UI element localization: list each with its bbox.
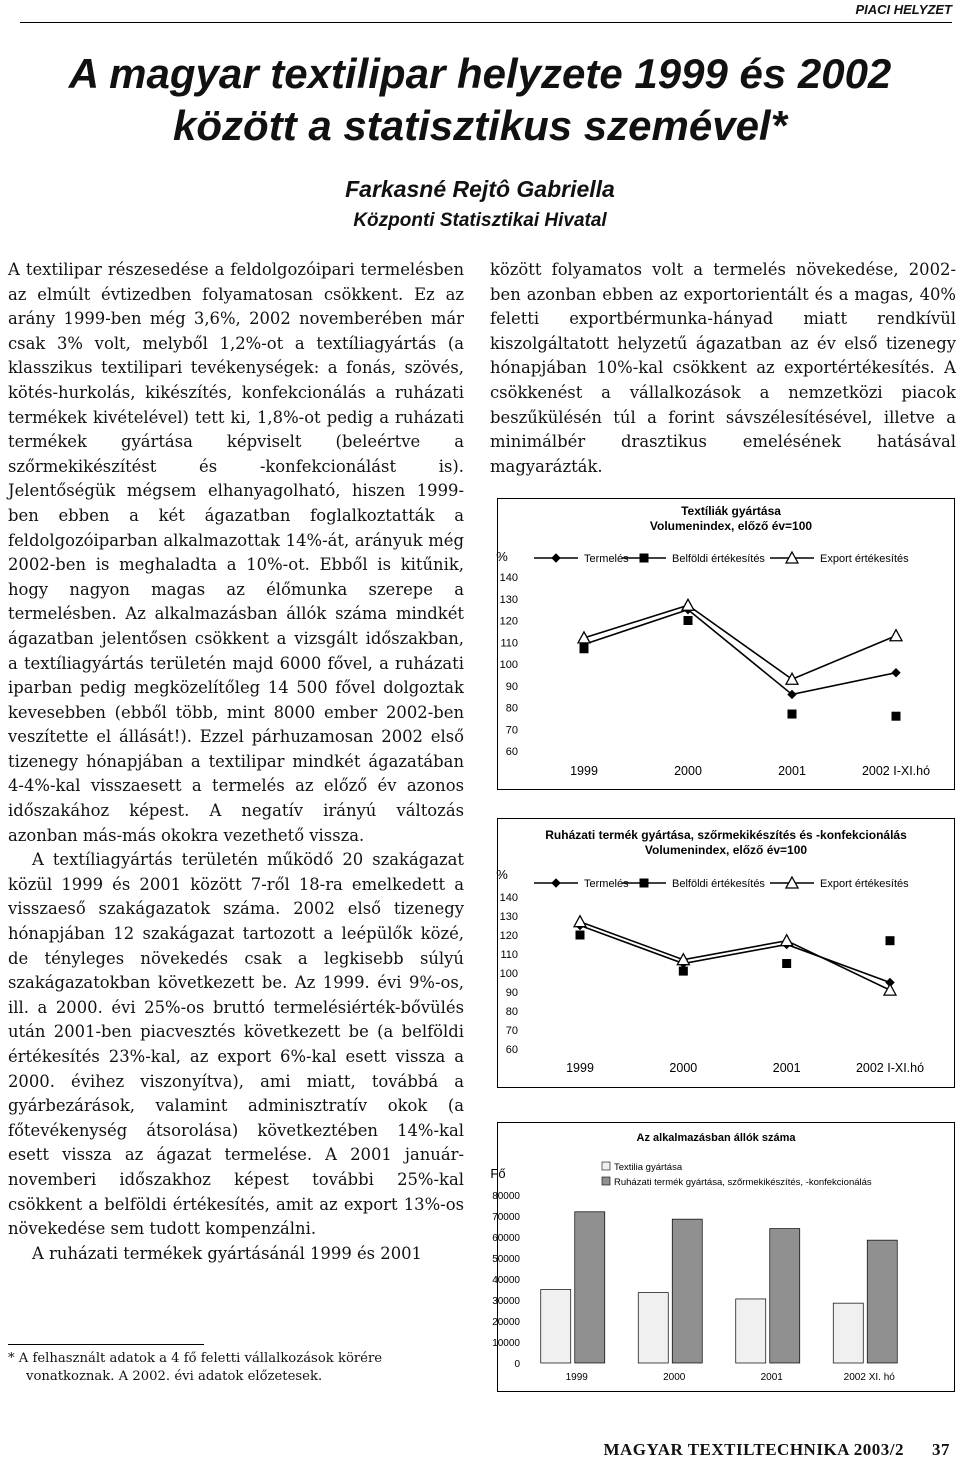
author: Farkasné Rejtô Gabriella: [345, 176, 615, 202]
legend-label: Belföldi értékesítés: [672, 553, 765, 565]
legend-label: Belföldi értékesítés: [672, 878, 765, 890]
y-tick-label: 0: [514, 1359, 520, 1370]
chart-title: Az alkalmazásban állók száma: [636, 1132, 796, 1144]
legend-label: Export értékesítés: [820, 553, 909, 565]
page-number: 37: [932, 1440, 950, 1459]
paragraph: A textilipar részesedése a feldolgozóipari termelésben az elmúlt évtizedben folyamatosan csökkent. Ez az arány 1999-ben még 3,6%, 2002 novemberében már csak 3% volt, melyből 1,2%-ot a textíliagyártás (a klasszikus textilipari tevékenységek: a fonás, szövés, kötés-hurkolás, kikészítés, konfekcionálás a ruházati termékek kivételével) tett ki, 1,8%-ot pedig a ruházati termékek gyártása képviselt (beleértve a szőrmekikészítést és -konfekcionálást is). Jelentőségük mégsem elhanyagolható, hiszen 1999-ben ebben a két ágazatban foglalkoztatták a feldolgozóiparban alkalmazottak 14%-át, arányuk még 2002-ben is meghaladta a 10%-ot. Ebből is kitűnik, hogy nagyon magas az élőmunka szerepe a termelésben. Az alkalmazásban állók száma mindkét ágazatban jelentősen csökkent a vizsgált időszakban, a textíliagyártás területén majd 6000 fővel, a ruházati iparban pedig megközelítőleg 14 500 fővel dolgoztak kevesebben (ebből több, mint 8000 ember 2002-ben veszítette el állását!). Ezzel párhuzamosan 2002 első tizenegy hónapjában a textilipar mindkét ágazatában 4-4%-kal visszaesett a termelés az előző év azonos időszakához képest. A negatív irányú változás azonban más-más okokra vezethető vissza.: [8, 260, 464, 845]
chart-subtitle: Volumenindex, előző év=100: [644, 843, 808, 857]
data-point: [783, 960, 791, 968]
y-tick-label: 70: [505, 1025, 518, 1037]
x-tick-label: 2002 I-XI.hó: [855, 1061, 925, 1075]
legend-label: Ruházati termék gyártása, szőrmekikészítés, -konfekcionálás: [614, 1177, 872, 1188]
data-point: [781, 935, 793, 946]
y-tick-label: 30000: [492, 1296, 520, 1307]
data-point: [884, 984, 896, 995]
footnote-text: * A felhasznált adatok a 4 fő feletti vállalkozások körére vonatkoznak. A 2002. évi adatok előzetesek.: [8, 1351, 383, 1384]
legend-marker: [552, 554, 560, 562]
legend-marker: [552, 879, 560, 887]
y-tick-label: 60: [505, 746, 518, 758]
title-line-1: A magyar textilipar helyzete 1999 és 2002: [68, 50, 892, 97]
y-tick-label: 50000: [492, 1254, 520, 1265]
chart-subtitle: Volumenindex, előző év=100: [649, 519, 813, 533]
section-header: PIACI HELYZET: [855, 2, 952, 17]
y-tick-label: 60000: [492, 1233, 520, 1244]
bar: [541, 1290, 571, 1364]
y-tick-label: 90: [505, 987, 518, 999]
x-tick-label: 2001: [760, 1372, 783, 1383]
y-tick-label: 70000: [492, 1212, 520, 1223]
x-tick-label: 2002 XI. hó: [843, 1372, 895, 1383]
data-point: [892, 669, 900, 677]
x-tick-label: 2001: [772, 1061, 801, 1075]
x-tick-label: 2002 I-XI.hó: [861, 764, 931, 778]
y-tick-label: 140: [499, 892, 518, 904]
chart-textile-svg: [498, 499, 954, 789]
bar: [770, 1229, 800, 1363]
x-tick-label: 2001: [778, 764, 806, 778]
data-point: [682, 599, 694, 610]
data-point: [576, 931, 584, 939]
legend-swatch: [602, 1177, 610, 1185]
y-tick-label: 120: [499, 615, 518, 628]
data-point: [786, 673, 798, 684]
bar: [638, 1293, 668, 1363]
data-point: [892, 712, 900, 720]
x-tick-label: 2000: [669, 1061, 698, 1075]
y-tick-label: 110: [500, 949, 518, 961]
paragraph: között folyamatos volt a termelés növekedése, 2002-ben azonban ebben az exportorientált és a magas, 40% feletti exportbérmunka-hányad miatt rendkívül kiszolgáltatott helyzetű ágazatban az év első tizenegy hónapjában 10%-kal csökkent az exportértékesítés. A csökkenést a vállalkozások a nemzetközi piacok beszűkülésén túl a forint sávszélesítésével, illetve a minimálbér drasztikus emelésének hatásával magyarázták.: [490, 260, 956, 476]
y-tick-label: 100: [499, 968, 518, 980]
x-tick-label: 2000: [674, 764, 702, 778]
data-point: [574, 916, 586, 927]
y-tick-label: 60: [505, 1044, 518, 1056]
data-point: [788, 710, 796, 718]
y-axis-label: %: [496, 867, 508, 882]
legend-swatch: [602, 1162, 610, 1170]
data-point: [580, 645, 588, 653]
y-axis-label: Fő: [490, 1166, 506, 1181]
footnote: [8, 1350, 468, 1386]
data-point: [679, 967, 687, 975]
chart-title: Textíliák gyártása: [681, 504, 781, 518]
legend-label: Termelés: [584, 878, 629, 890]
series-line: [580, 926, 890, 983]
title-line-2: között a statisztikus szemével*: [173, 102, 787, 149]
y-tick-label: 80000: [492, 1191, 520, 1202]
legend-label: Export értékesítés: [820, 878, 909, 890]
y-tick-label: 80: [505, 1006, 518, 1018]
chart-employees-svg: [490, 1123, 954, 1391]
legend-marker: [640, 554, 648, 562]
series-line: [584, 610, 896, 695]
data-point: [684, 617, 692, 625]
article-title: [0, 48, 960, 152]
y-tick-label: 70: [505, 724, 518, 737]
y-tick-label: 90: [505, 680, 518, 693]
data-point: [890, 630, 902, 641]
legend-label: Termelés: [584, 553, 629, 565]
x-tick-label: 2000: [663, 1372, 686, 1383]
y-tick-label: 110: [500, 637, 518, 650]
series-line: [584, 605, 896, 679]
x-tick-label: 1999: [565, 1372, 588, 1383]
page-footer: [603, 1440, 950, 1460]
series-line: [580, 922, 890, 990]
data-point: [886, 937, 894, 945]
journal-name: MAGYAR TEXTILTECHNIKA 2003/2: [603, 1440, 904, 1459]
header-rule: [20, 22, 952, 23]
y-tick-label: 100: [499, 659, 518, 671]
bar: [736, 1299, 766, 1363]
y-tick-label: 130: [499, 911, 518, 923]
chart-apparel-production: [497, 818, 955, 1088]
institution: Központi Statisztikai Hivatal: [353, 210, 607, 231]
legend-marker: [640, 879, 648, 887]
chart-apparel-svg: [498, 819, 954, 1087]
bar: [867, 1240, 897, 1363]
y-tick-label: 80: [505, 702, 518, 715]
bar: [575, 1212, 605, 1363]
y-tick-label: 10000: [492, 1338, 520, 1349]
y-tick-label: 40000: [492, 1275, 520, 1286]
left-column: [8, 258, 464, 1266]
y-tick-label: 130: [499, 593, 518, 606]
y-axis-label: %: [496, 549, 508, 564]
x-tick-label: 1999: [566, 1061, 594, 1075]
paragraph: A ruházati termékek gyártásánál 1999 és 2001: [32, 1243, 422, 1263]
legend-label: Textilia gyártása: [614, 1162, 683, 1173]
bar: [833, 1303, 863, 1363]
paragraph: A textíliagyártás területén működő 20 szakágazat közül 1999 és 2001 között 7-ről 18-ra emelkedett a visszaeső szakágazatok száma. 2002 első tizenegy hónapjában 12 szakágazat tartozott a leépülők közé, de tényleges növekedés csak a legkisebb súlyú szakágazatokban következett be. Az 1999. évi 9%-os, ill. a 2000. évi 25%-os bruttó termelésiérték-bővülés után 2001-ben piacvesztés következett be (a belföldi értékesítés 23%-kal, az export 6%-kal esett vissza a 2000. évihez viszonyítva), ami miatt, továbbá a gyárbezárások, valamint adminisztratív okok (a főtevékenység átsorolása) következtében 14%-kal esett vissza az ágazat termelése. A 2001 január-novemberi időszakhoz képest további 25%-kal csökkent a belföldi értékesítés, amit az export 13%-os növekedése sem tudott kompenzálni.: [8, 850, 464, 1239]
x-tick-label: 1999: [570, 764, 598, 778]
chart-textile-production: [497, 498, 955, 790]
footnote-rule: [8, 1344, 204, 1345]
chart-employees: [490, 1122, 955, 1392]
right-column: [490, 258, 956, 479]
y-tick-label: 20000: [492, 1317, 520, 1328]
y-tick-label: 140: [499, 572, 518, 584]
y-tick-label: 120: [499, 930, 518, 942]
bar: [672, 1219, 702, 1363]
chart-title: Ruházati termék gyártása, szőrmekikészítés és -konfekcionálás: [545, 828, 907, 842]
